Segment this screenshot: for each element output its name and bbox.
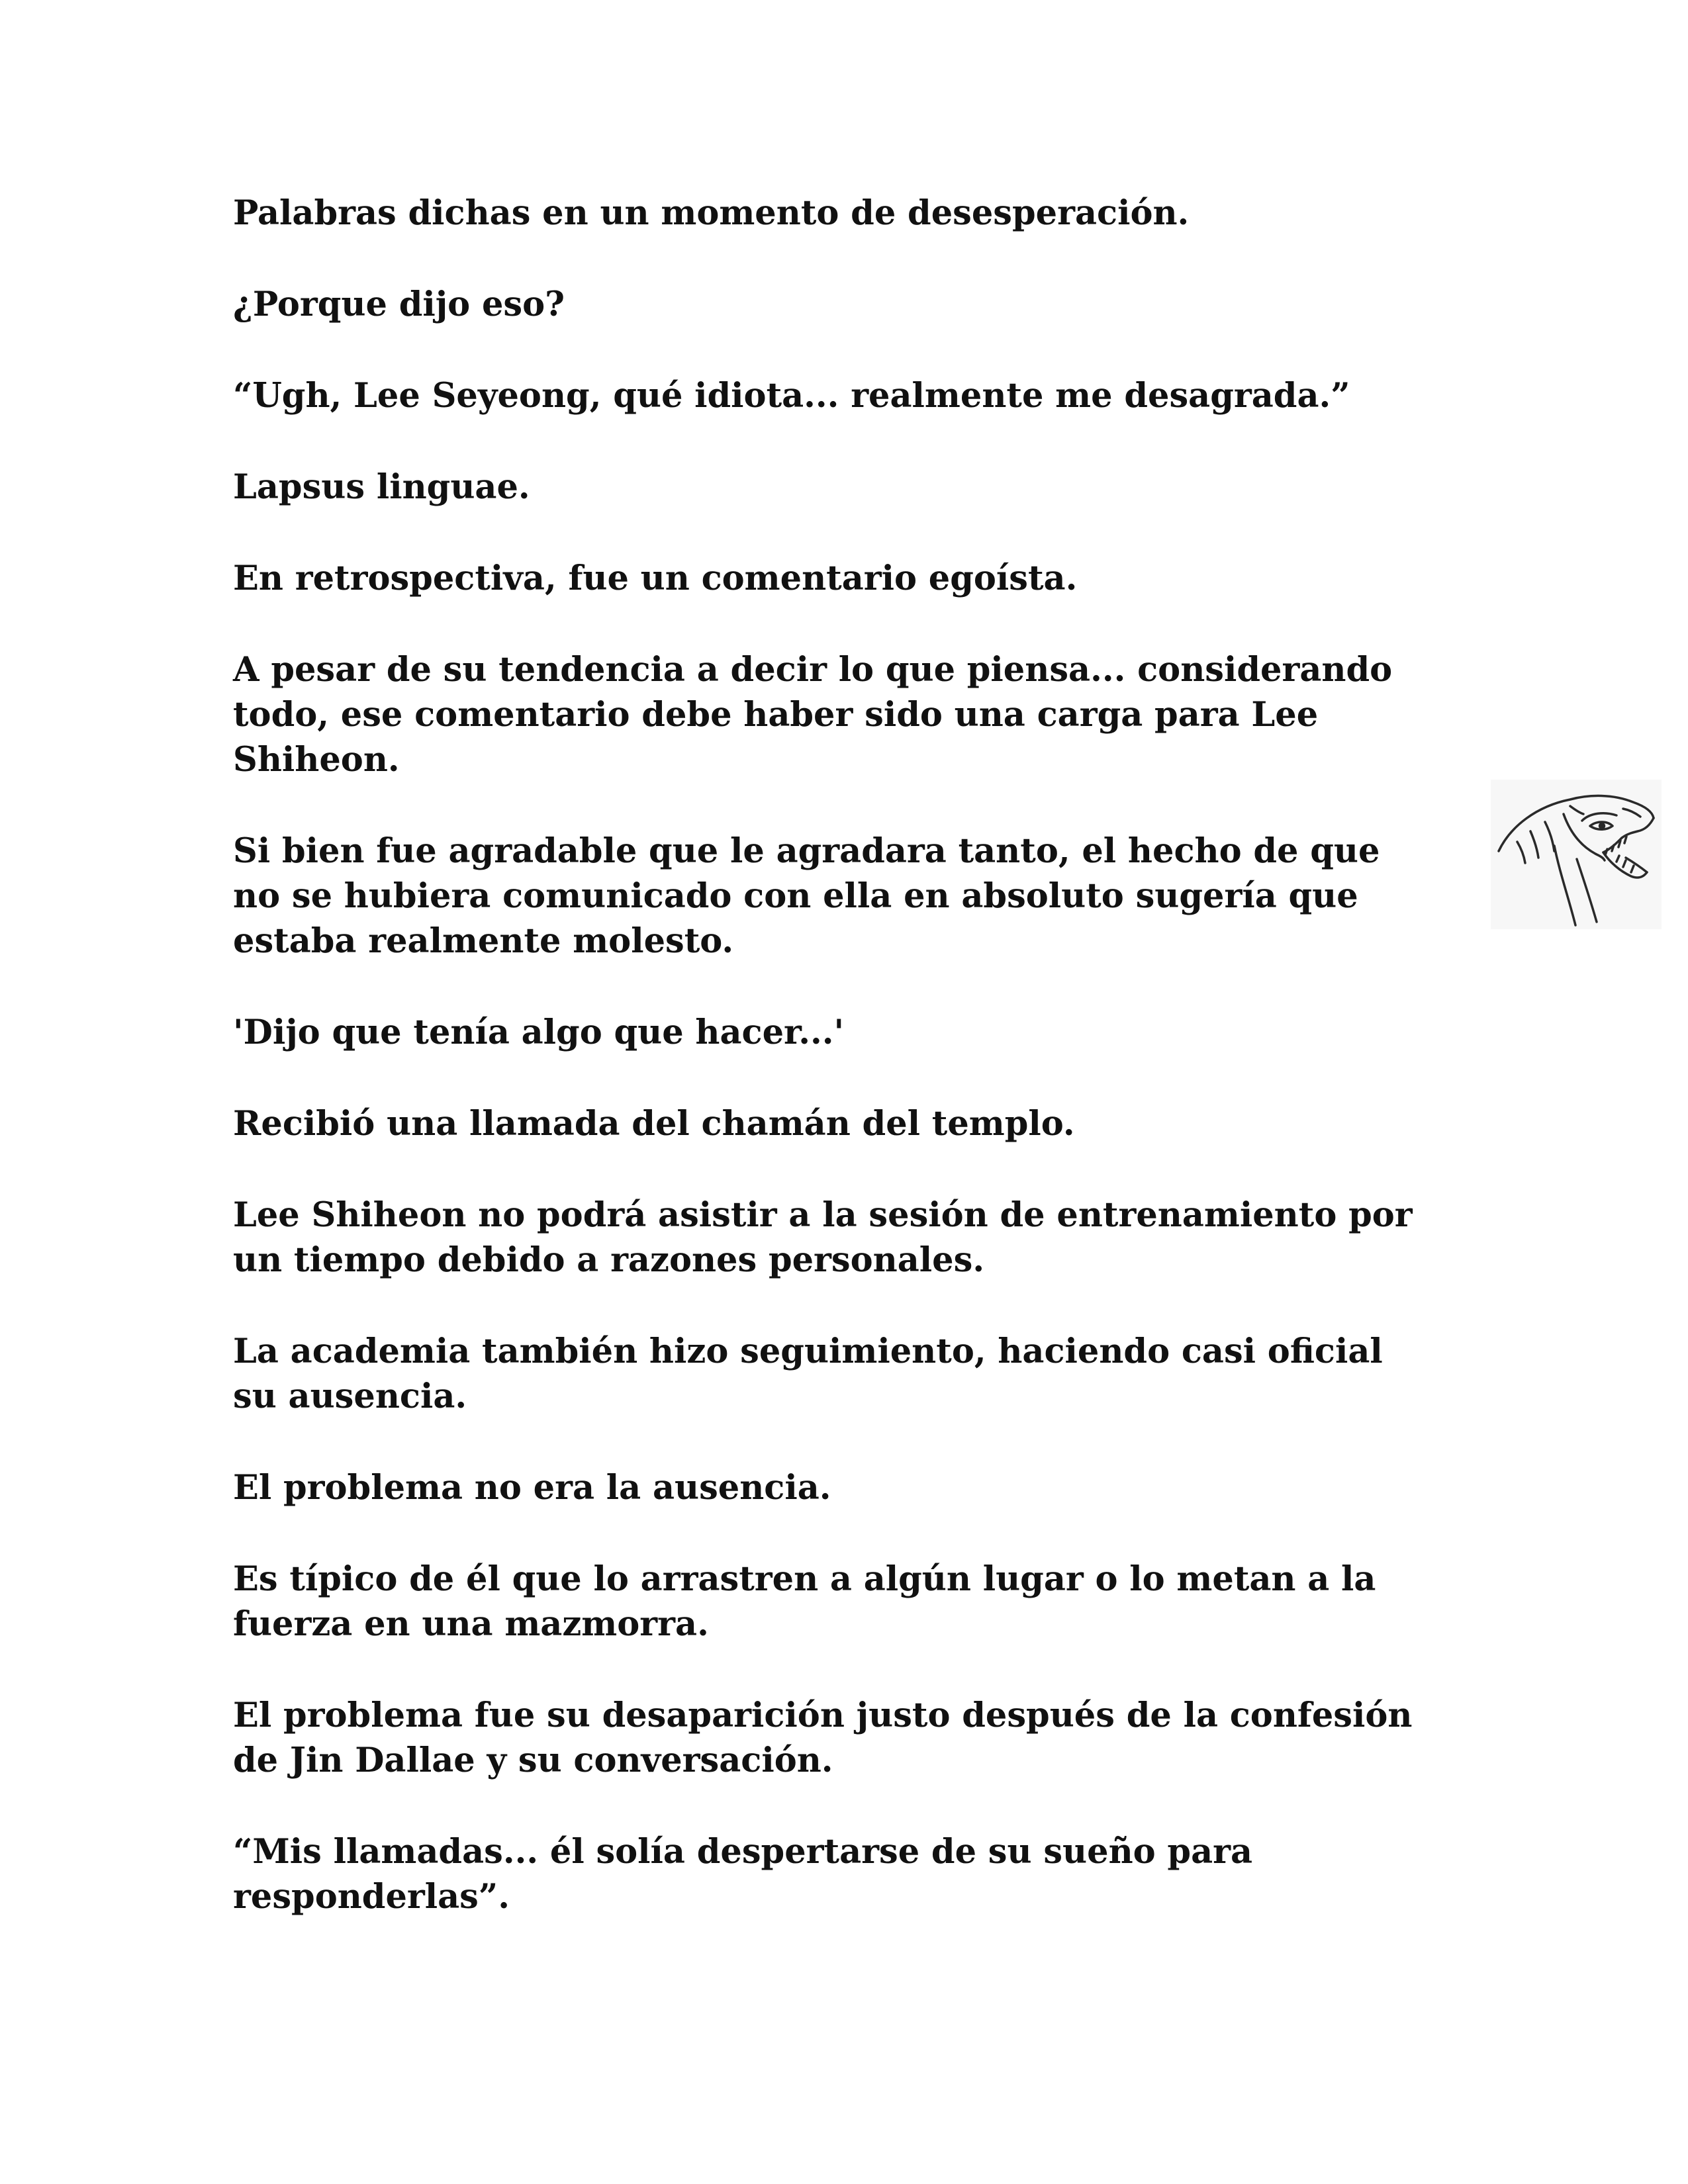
paragraph: Palabras dichas en un momento de desesperación.: [233, 193, 1190, 233]
paragraph: El problema fue su desaparición justo después de la confesión de Jin Dallae y su conversación.: [233, 1696, 1413, 1780]
paragraph: La academia también hizo seguimiento, haciendo casi oficial su ausencia.: [233, 1332, 1383, 1416]
dinosaur-head-icon: [1491, 780, 1662, 929]
paragraph: Es típico de él que lo arrastren a algún lugar o lo metan a la fuerza en una mazmorra.: [233, 1559, 1376, 1644]
paragraph: A pesar de su tendencia a decir lo que piensa... considerando todo, ese comentario debe haber sido una carga para Lee Shiheon.: [233, 650, 1393, 780]
paragraph: 'Dijo que tenía algo que hacer...': [233, 1013, 845, 1052]
paragraph: Si bien fue agradable que le agradara tanto, el hecho de que no se hubiera comunicado con ella en absoluto sugería que estaba realmente molesto.: [233, 831, 1380, 961]
paragraph: Lapsus linguae.: [233, 467, 530, 507]
paragraph: Recibió una llamada del chamán del templo.: [233, 1104, 1075, 1144]
paragraph: En retrospectiva, fue un comentario egoísta.: [233, 559, 1078, 598]
paragraph: “Mis llamadas... él solía despertarse de su sueño para responderlas”.: [233, 1832, 1253, 1917]
document-body: [233, 191, 1438, 1966]
paragraph: ¿Porque dijo eso?: [233, 285, 565, 324]
paragraph: El problema no era la ausencia.: [233, 1468, 831, 1508]
paragraph: “Ugh, Lee Seyeong, qué idiota... realmente me desagrada.”: [233, 376, 1350, 416]
paragraph: Lee Shiheon no podrá asistir a la sesión de entrenamiento por un tiempo debido a razones personales.: [233, 1195, 1413, 1280]
